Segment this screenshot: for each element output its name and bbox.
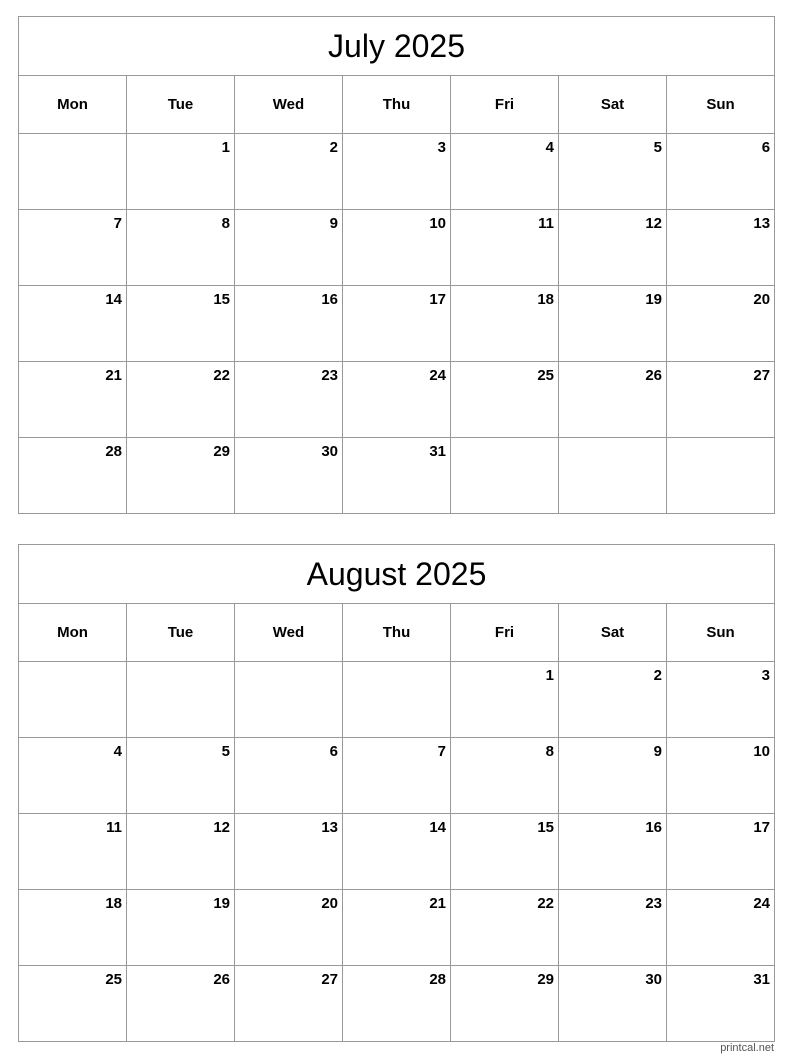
week-row xyxy=(19,890,775,966)
day-cell xyxy=(451,662,559,738)
day-number: 29 xyxy=(213,443,230,460)
day-cell xyxy=(559,210,667,286)
weekday-label: Mon xyxy=(19,604,127,662)
day-number xyxy=(559,438,666,444)
day-cell xyxy=(235,814,343,890)
day-number: 13 xyxy=(321,819,338,836)
weekday-label: Wed xyxy=(235,76,343,134)
day-cell xyxy=(451,438,559,514)
day-number: 12 xyxy=(645,215,662,232)
day-number: 6 xyxy=(329,743,338,760)
day-cell xyxy=(235,738,343,814)
week-row xyxy=(19,814,775,890)
day-number: 4 xyxy=(113,743,122,760)
day-cell xyxy=(667,738,775,814)
day-cell xyxy=(19,362,127,438)
day-cell xyxy=(451,966,559,1042)
day-cell xyxy=(559,814,667,890)
day-cell xyxy=(19,814,127,890)
day-cell xyxy=(19,438,127,514)
day-number: 7 xyxy=(113,215,122,232)
weekday-label: Thu xyxy=(343,76,451,134)
day-number: 26 xyxy=(213,971,230,988)
month-title: July 2025 xyxy=(19,17,775,76)
day-number: 9 xyxy=(329,215,338,232)
week-row xyxy=(19,362,775,438)
day-cell xyxy=(127,662,235,738)
day-number: 13 xyxy=(753,215,771,232)
day-number xyxy=(235,662,342,668)
day-cell xyxy=(235,210,343,286)
day-number: 22 xyxy=(213,367,230,384)
day-cell xyxy=(235,286,343,362)
day-cell xyxy=(559,662,667,738)
week-row xyxy=(19,210,775,286)
day-number: 20 xyxy=(753,291,771,308)
day-number xyxy=(667,438,774,444)
day-cell xyxy=(343,210,451,286)
day-cell xyxy=(19,286,127,362)
day-number xyxy=(19,662,126,668)
day-cell xyxy=(667,662,775,738)
day-number xyxy=(451,438,558,444)
day-number: 2 xyxy=(653,667,662,684)
day-cell xyxy=(451,286,559,362)
day-number: 27 xyxy=(321,971,338,988)
day-number: 21 xyxy=(429,895,446,912)
day-number: 18 xyxy=(537,291,554,308)
day-cell xyxy=(235,966,343,1042)
day-number: 12 xyxy=(213,819,230,836)
day-number: 10 xyxy=(429,215,446,232)
day-number: 31 xyxy=(429,443,446,460)
week-row xyxy=(19,286,775,362)
day-cell xyxy=(559,966,667,1042)
day-number: 14 xyxy=(105,291,122,308)
day-number: 29 xyxy=(537,971,554,988)
day-cell xyxy=(19,966,127,1042)
day-cell xyxy=(19,134,127,210)
day-cell xyxy=(19,662,127,738)
day-number: 17 xyxy=(753,819,771,836)
weekday-label: Sat xyxy=(559,604,667,662)
day-cell xyxy=(343,966,451,1042)
day-cell xyxy=(127,134,235,210)
day-cell xyxy=(559,890,667,966)
day-cell xyxy=(667,286,775,362)
day-number: 21 xyxy=(105,367,122,384)
day-number: 11 xyxy=(538,215,554,232)
day-number: 5 xyxy=(221,743,230,760)
day-number: 20 xyxy=(321,895,338,912)
day-number: 19 xyxy=(213,895,230,912)
day-number: 24 xyxy=(753,895,771,912)
day-number: 16 xyxy=(321,291,338,308)
day-cell xyxy=(19,738,127,814)
day-cell xyxy=(235,362,343,438)
weekday-label: Sun xyxy=(667,604,775,662)
day-number: 24 xyxy=(429,367,446,384)
day-number: 4 xyxy=(545,139,554,156)
day-number: 14 xyxy=(429,819,446,836)
day-cell xyxy=(667,134,775,210)
day-cell xyxy=(343,134,451,210)
day-number: 18 xyxy=(105,895,122,912)
day-cell xyxy=(667,362,775,438)
day-number: 23 xyxy=(645,895,662,912)
weekday-label: Tue xyxy=(127,76,235,134)
day-number: 22 xyxy=(537,895,554,912)
weekday-label: Wed xyxy=(235,604,343,662)
day-cell xyxy=(451,362,559,438)
day-number: 26 xyxy=(645,367,662,384)
weekday-label: Sat xyxy=(559,76,667,134)
day-number: 28 xyxy=(429,971,446,988)
day-cell xyxy=(343,362,451,438)
weekday-label: Sun xyxy=(667,76,775,134)
day-number: 1 xyxy=(221,139,230,156)
day-number: 31 xyxy=(753,971,771,988)
day-cell xyxy=(235,134,343,210)
day-cell xyxy=(343,438,451,514)
week-row xyxy=(19,662,775,738)
day-cell xyxy=(127,286,235,362)
day-cell xyxy=(127,738,235,814)
day-cell xyxy=(667,438,775,514)
day-number: 11 xyxy=(106,819,122,836)
day-number: 8 xyxy=(545,743,554,760)
day-number: 23 xyxy=(321,367,338,384)
day-number: 15 xyxy=(213,291,230,308)
day-cell xyxy=(559,738,667,814)
day-cell xyxy=(19,890,127,966)
day-cell xyxy=(127,814,235,890)
day-cell xyxy=(127,362,235,438)
day-cell xyxy=(343,738,451,814)
weekday-label: Mon xyxy=(19,76,127,134)
day-cell xyxy=(343,890,451,966)
week-row xyxy=(19,738,775,814)
day-cell xyxy=(343,286,451,362)
calendar-august xyxy=(18,544,775,1042)
day-number: 16 xyxy=(645,819,662,836)
day-cell xyxy=(667,966,775,1042)
footer-credit: printcal.net xyxy=(720,1042,774,1054)
weekday-label: Thu xyxy=(343,604,451,662)
day-number: 17 xyxy=(429,291,446,308)
month-title: August 2025 xyxy=(19,545,775,604)
weekday-header-row xyxy=(19,76,775,134)
day-cell xyxy=(127,966,235,1042)
day-cell xyxy=(451,738,559,814)
day-cell xyxy=(343,662,451,738)
day-number: 6 xyxy=(761,139,771,156)
day-number: 10 xyxy=(753,743,771,760)
day-number: 25 xyxy=(105,971,122,988)
day-number: 28 xyxy=(105,443,122,460)
day-cell xyxy=(235,438,343,514)
day-number: 27 xyxy=(753,367,771,384)
weekday-label: Fri xyxy=(451,604,559,662)
day-cell xyxy=(667,890,775,966)
day-number: 3 xyxy=(437,139,446,156)
day-cell xyxy=(667,814,775,890)
day-number: 8 xyxy=(221,215,230,232)
day-cell xyxy=(127,438,235,514)
week-row xyxy=(19,134,775,210)
day-number: 2 xyxy=(329,139,338,156)
day-cell xyxy=(559,362,667,438)
day-cell xyxy=(343,814,451,890)
day-number: 30 xyxy=(645,971,662,988)
day-number: 19 xyxy=(645,291,662,308)
day-cell xyxy=(667,210,775,286)
day-number: 25 xyxy=(537,367,554,384)
weekday-label: Fri xyxy=(451,76,559,134)
day-number: 30 xyxy=(321,443,338,460)
week-row xyxy=(19,438,775,514)
day-cell xyxy=(235,662,343,738)
day-number: 3 xyxy=(761,667,771,684)
day-number: 5 xyxy=(653,139,662,156)
day-cell xyxy=(559,134,667,210)
day-cell xyxy=(559,438,667,514)
day-cell xyxy=(235,890,343,966)
weekday-header-row xyxy=(19,604,775,662)
day-cell xyxy=(559,286,667,362)
calendar-july xyxy=(18,16,775,514)
day-number xyxy=(19,134,126,140)
day-cell xyxy=(451,210,559,286)
day-number xyxy=(127,662,234,668)
day-number: 9 xyxy=(653,743,662,760)
day-number: 1 xyxy=(545,667,554,684)
weekday-label: Tue xyxy=(127,604,235,662)
day-cell xyxy=(451,814,559,890)
day-number: 15 xyxy=(537,819,554,836)
day-cell xyxy=(127,890,235,966)
week-row xyxy=(19,966,775,1042)
day-cell xyxy=(127,210,235,286)
day-number xyxy=(343,662,450,668)
day-cell xyxy=(451,890,559,966)
day-cell xyxy=(19,210,127,286)
day-number: 7 xyxy=(437,743,446,760)
day-cell xyxy=(451,134,559,210)
